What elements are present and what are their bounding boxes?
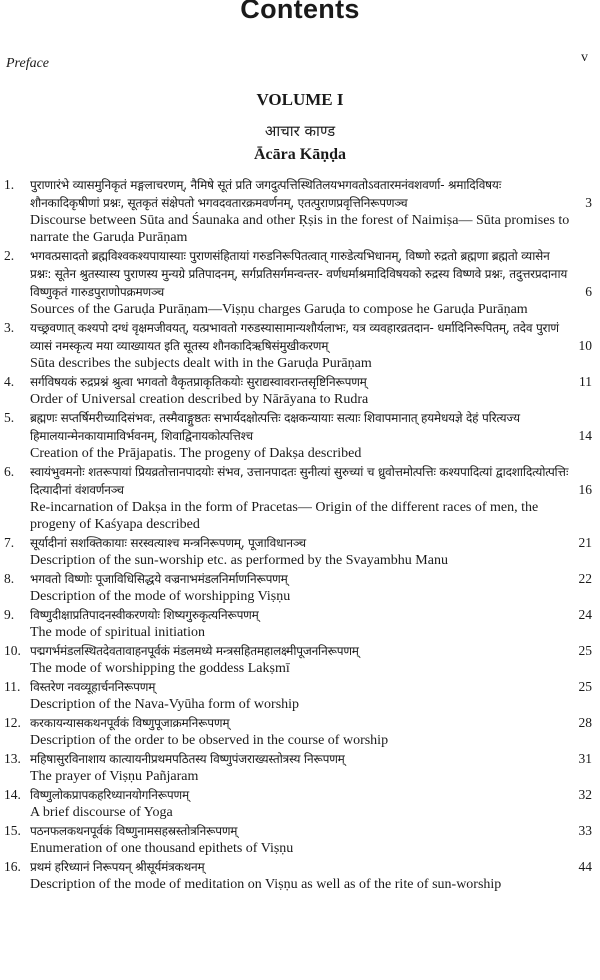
entry-english-title: Description of the order to be observed in the course of worship — [30, 733, 389, 748]
entry-body — [30, 463, 570, 533]
entry-number: 11. — [4, 679, 21, 694]
entry-sanskrit-title: पुराणारंभे व्यासमुनिकृतं मङ्गलाचरणम्, नैमिषे सूतं प्रति जगदुत्पत्तिस्थितिलयभगवतोऽवतारमनंवशवर्णा- श्रमादिविषयः शौनकादिकृषीणां प्रश्नः, सूतकृतं संक्षेपतो भगवदवतारक्रमवर्णनम्, एतत्पुराणप्रवृत्तिनिरूपणञ्च — [30, 178, 502, 210]
entry-sanskrit-title: स्वायंभुवमनोः शतरूपायां प्रियव्रतोत्तानपादयोः संभव, उत्तानपादतः सुनीत्यां सुरुच्यां च ध्रुवोत्तमोत्पत्तिः कश्यपादित्यां द्वादशादित्योत्पत्तिः दित्यादीनां वंशवर्णनञ्च — [30, 465, 569, 497]
entry-english-title: The mode of spiritual initiation — [30, 625, 205, 640]
toc-entry — [0, 606, 600, 641]
entry-page-number: 10 — [578, 338, 592, 353]
entry-body — [30, 570, 570, 605]
entry-sanskrit-title: पठनफलकथनपूर्वकं विष्णुनामसहस्रस्तोत्रनिरूपणम् — [30, 824, 238, 838]
toc-entry — [0, 858, 600, 893]
entry-page-number: 3 — [585, 195, 592, 210]
entry-number: 9. — [4, 607, 15, 622]
entry-english-title: Description of the sun-worship etc. as performed by the Svayambhu Manu — [30, 553, 448, 568]
toc-entry — [0, 678, 600, 713]
entry-english-title: Sūta describes the subjects dealt with in the Garuḍa Purāṇam — [30, 356, 372, 371]
entry-number: 6. — [4, 464, 15, 479]
toc-entry — [0, 534, 600, 569]
section-title-roman: Ācāra Kāṇḍa — [254, 146, 346, 163]
entry-number: 5. — [4, 410, 15, 425]
entry-body — [30, 786, 570, 821]
entry-body — [30, 678, 570, 713]
entry-page-number: 32 — [578, 787, 592, 802]
entry-sanskrit-title: भगवतो विष्णोः पूजाविधिसिद्धये वज्रनाभमंडलनिर्माणनिरूपणम् — [30, 572, 288, 586]
entry-sanskrit-title: विष्णुलोकप्रापकहरिध्यानयोगनिरूपणम् — [30, 788, 189, 802]
entry-sanskrit-title: ब्रह्मणः सप्तर्षिमरीच्यादिसंभवः, तस्मैवाङ्गुष्ठतः सभार्यदक्षोत्पत्तिः दक्षकन्यायाः सत्याः शिवापमानात् हयमेधयज्ञे देहं परित्यज्य हिमालयान्मेनकायामाविर्भवनम्, शिवाद्विनायकोत्पत्तिश्च — [30, 411, 520, 443]
entry-number: 8. — [4, 571, 15, 586]
entry-number: 2. — [4, 248, 15, 263]
toc-entry — [0, 822, 600, 857]
entry-sanskrit-title: यच्छ्रवणात् कश्यपो दग्धं वृक्षमजीवयत्, यत्प्रभावतो गरुडस्यासामान्यशौर्यलाभः, यत्र व्यवहारव्रतदान- धर्मादिनिरूपितम्, तदेव पुराणं व्यासं नमस्कृत्य मया व्याख्यायत इति सूतस्य शौनकादिऋषिसंमुखीकरणम् — [30, 321, 559, 353]
entry-english-title: A brief discourse of Yoga — [30, 805, 173, 820]
toc-entry — [0, 463, 600, 533]
entry-body — [30, 319, 570, 372]
entry-english-title: The prayer of Viṣṇu Pañjaram — [30, 769, 199, 784]
entry-english-title: Description of the mode of meditation on Viṣṇu as well as of the rite of sun-worship — [30, 877, 502, 892]
entry-sanskrit-title: करकायन्यासकथनपूर्वकं विष्णुपूजाक्रमनिरूपणम् — [30, 716, 230, 730]
entry-english-title: Description of the Nava-Vyūha form of worship — [30, 697, 300, 712]
toc-entry — [0, 642, 600, 677]
entry-body — [30, 176, 570, 246]
entry-number: 12. — [4, 715, 21, 730]
toc-entry — [0, 786, 600, 821]
entry-page-number: 25 — [578, 679, 592, 694]
toc-entry — [0, 570, 600, 605]
page-title: Contents — [240, 0, 360, 24]
entry-sanskrit-title: प्रथमं हरिध्यानं निरूपयन् श्रीसूर्यमंत्रकथनम् — [30, 860, 205, 874]
entry-body — [30, 750, 570, 785]
preface-label: Preface — [6, 56, 50, 71]
entry-body — [30, 822, 570, 857]
entry-sanskrit-title: विस्तरेण नवव्यूहार्चननिरूपणम् — [30, 680, 156, 694]
entry-page-number: 6 — [585, 284, 592, 299]
entry-page-number: 33 — [578, 823, 592, 838]
entry-number: 4. — [4, 374, 15, 389]
entry-number: 3. — [4, 320, 15, 335]
toc-entry — [0, 247, 600, 318]
entry-number: 14. — [4, 787, 21, 802]
entry-number: 15. — [4, 823, 21, 838]
entry-english-title: Enumeration of one thousand epithets of Viṣṇu — [30, 841, 294, 856]
preface-page-number: v — [581, 50, 588, 65]
table-of-contents — [0, 176, 600, 980]
volume-title: VOLUME I — [256, 90, 344, 109]
entry-body — [30, 247, 570, 318]
entry-english-title: Re-incarnation of Dakṣa in the form of Pracetas— Origin of the different races of men, the progeny of Kaśyapa described — [30, 500, 539, 532]
entry-page-number: 11 — [579, 374, 592, 389]
entry-body — [30, 858, 570, 893]
entry-sanskrit-title: सर्गविषयकं रुद्रप्रश्नं श्रुत्वा भगवतो वैकृतप्राकृतिकयोः सुराद्यस्वावरान्तसृष्टिनिरूपणम् — [30, 375, 367, 389]
toc-entry — [0, 750, 600, 785]
section-title-devanagari: आचार काण्ड — [264, 122, 336, 140]
entry-body — [30, 373, 570, 408]
entry-sanskrit-title: सूर्यादीनां सशक्तिकायाः सरस्वत्याश्च मन्त्रनिरूपणम्, पूजाविधानञ्च — [30, 536, 306, 550]
entry-body — [30, 409, 570, 462]
entry-spacer — [0, 893, 600, 894]
entry-number: 10. — [4, 643, 21, 658]
entry-number: 16. — [4, 859, 21, 874]
toc-entry — [0, 373, 600, 408]
entry-page-number: 22 — [578, 571, 592, 586]
entry-body — [30, 642, 570, 677]
entry-body — [30, 534, 570, 569]
entry-page-number: 25 — [578, 643, 592, 658]
entry-page-number: 14 — [578, 428, 592, 443]
entry-english-title: The mode of worshipping the goddess Lakṣmī — [30, 661, 290, 676]
toc-entry — [0, 714, 600, 749]
entry-english-title: Discourse between Sūta and Śaunaka and other Ṛṣis in the forest of Naimiṣa— Sūta promises to narrate the Garuḍa Purāṇam — [30, 213, 570, 245]
toc-entry — [0, 319, 600, 372]
entry-number: 1. — [4, 177, 15, 192]
toc-entry — [0, 176, 600, 246]
entry-page-number: 16 — [578, 482, 592, 497]
entry-page-number: 28 — [578, 715, 592, 730]
entry-number: 7. — [4, 535, 15, 550]
entry-page-number: 21 — [578, 535, 592, 550]
entry-page-number: 24 — [578, 607, 592, 622]
entry-body — [30, 606, 570, 641]
entry-sanskrit-title: भगवत्प्रसादतो ब्रह्मविश्वकश्यपायास्याः पुराणसंहितायां गरुडनिरूपितत्वात् गारुडेत्यभिधानम्, विष्णो रुद्रतो ब्रह्मणा ब्रह्मतो व्यासेन प्रश्नः: सूतेन श्रुतस्यास्य पुराणस्य मुन्यग्रे प्रतिपादनम्, सर्गप्रतिसर्गमन्वन्तर- वर्णधर्माश्रमादिविषयको रुद्रस्य विष्णवे प्रश्नः, तदुत्तरप्रदानाय विष्णुकृतं गारुडपुराणोपक्रमणञ्च — [30, 249, 568, 299]
entry-english-title: Sources of the Garuḍa Purāṇam—Viṣṇu charges Garuḍa to compose he Garuḍa Purāṇam — [30, 302, 528, 317]
toc-entry — [0, 409, 600, 462]
entry-sanskrit-title: पद्मगर्भमंडलस्थितदेवतावाहनपूर्वकं मंडलमध्ये मन्त्रसहितमहालक्ष्मीपूजननिरूपणम् — [30, 644, 359, 658]
entry-sanskrit-title: विष्णुदीक्षाप्रतिपादनस्वीकरणयोः शिष्यगुरुकृत्यनिरूपणम् — [30, 608, 259, 622]
entry-english-title: Description of the mode of worshipping Viṣṇu — [30, 589, 291, 604]
entry-body — [30, 714, 570, 749]
entry-page-number: 44 — [578, 859, 592, 874]
entry-english-title: Order of Universal creation described by Nārāyana to Rudra — [30, 392, 369, 407]
entry-sanskrit-title: महिषासुरविनाशाय कात्यायनीप्रथमपठितस्य विष्णुपंजराख्यस्तोत्रस्य निरूपणम् — [30, 752, 345, 766]
entry-page-number: 31 — [578, 751, 592, 766]
entry-number: 13. — [4, 751, 21, 766]
entry-english-title: Creation of the Prājapatis. The progeny of Dakṣa described — [30, 446, 362, 461]
